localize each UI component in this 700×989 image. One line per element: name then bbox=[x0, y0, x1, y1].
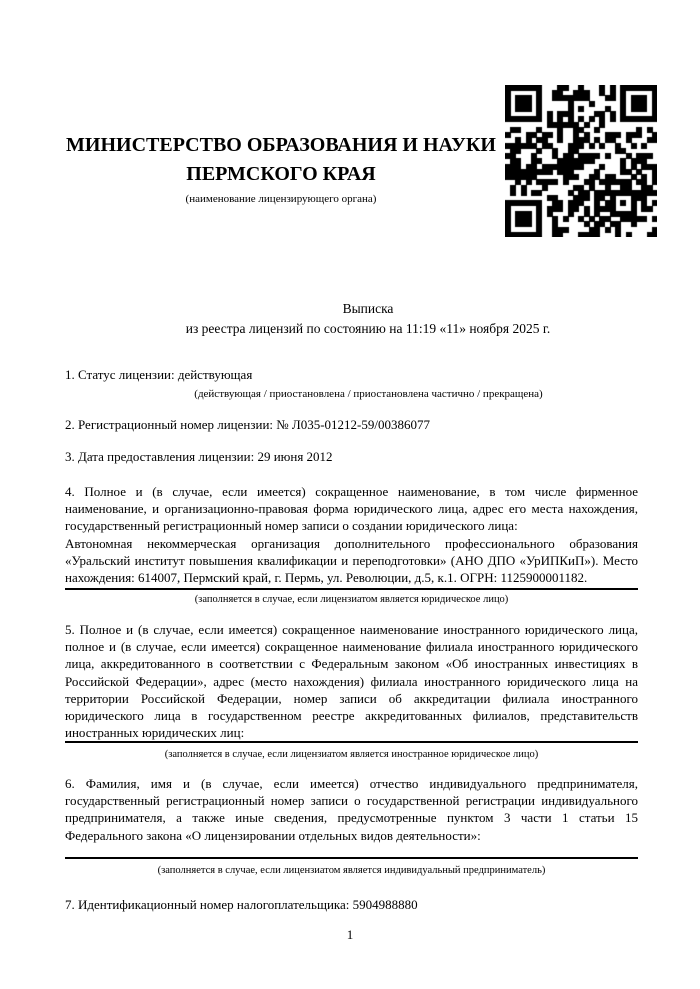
legal-entity-section bbox=[65, 483, 638, 586]
registration-number: 2. Регистрационный номер лицензии: № Л035-01212-59/00386077 bbox=[65, 417, 431, 432]
license-grant-date: 3. Дата предоставления лицензии: 29 июня 2012 bbox=[65, 449, 333, 464]
legal-entity-intro: 4. Полное и (в случае, если имеется) сокращенное наименование, в том числе фирменное наименование, и организационно-правовая форма юридического лица, адрес его места нахождения, государственный регистрационный номер записи о создании юридического лица: bbox=[65, 484, 638, 534]
qr-code-icon bbox=[505, 85, 657, 237]
fill-line-foreign-entity bbox=[65, 741, 638, 743]
ministry-name-line2: ПЕРМСКОГО КРАЯ bbox=[186, 163, 376, 185]
foreign-entity-section bbox=[65, 621, 638, 741]
licensing-authority-header bbox=[65, 131, 497, 205]
ministry-name-line1: МИНИСТЕРСТВО ОБРАЗОВАНИЯ И НАУКИ bbox=[66, 134, 496, 156]
fill-line-entrepreneur bbox=[65, 857, 638, 859]
entrepreneur-intro: 6. Фамилия, имя и (в случае, если имеется) отчество индивидуального предпринимателя, государственный регистрационный номер записи о государственной регистрации индивидуального предпринимателя, а также иные сведения, предусмотренные пунктом 3 части 1 статьи 15 Федерального закона «О лицензировании отдельных видов деятельности»: bbox=[65, 776, 638, 843]
foreign-entity-intro: 5. Полное и (в случае, если имеется) сокращенное наименование иностранного юридического лица, полное и (в случае, если имеется) сокращенное наименование филиала иностранного юридического лица, аккредитованного в соответствии с Федеральным законом «Об иностранных инвестициях в Российской Федерации», адрес (место нахождения) филиала иностранного юридического лица на территории Российской Федерации, номер записи об аккредитации филиала иностранного юридического лица в государственном реестре аккредитованных филиалов, представительств иностранных юридических лиц: bbox=[65, 622, 638, 741]
document-title-line2: из реестра лицензий по состоянию на 11:19 «11» ноября 2025 г. bbox=[185, 321, 551, 336]
license-status: 1. Статус лицензии: действующая bbox=[65, 367, 253, 382]
ministry-caption: (наименование лицензирующего органа) bbox=[185, 193, 377, 205]
document-title-line1: Выписка bbox=[342, 301, 394, 316]
entrepreneur-caption: (заполняется в случае, если лицензиатом является индивидуальный предприниматель) bbox=[157, 865, 546, 876]
foreign-entity-caption: (заполняется в случае, если лицензиатом является иностранное юридическое лицо) bbox=[164, 749, 539, 760]
entrepreneur-section bbox=[65, 775, 638, 844]
ministry-name bbox=[65, 131, 497, 189]
legal-entity-value: Автономная некоммерческая организация дополнительного профессионального образования «Уральский институт повышения квалификации и переподготовки» (АНО ДПО «УрИПКиП»). Место нахождения: 614007, Пермский край, г. Пермь, ул. Революции, д.5, к.1. ОГРН: 1125900001182. bbox=[65, 535, 638, 586]
document-title bbox=[36, 299, 700, 339]
page-number: 1 bbox=[346, 927, 354, 942]
license-status-caption: (действующая / приостановлена / приостановлена частично / прекращена) bbox=[194, 388, 543, 400]
fill-line-legal-entity bbox=[65, 588, 638, 590]
taxpayer-id: 7. Идентификационный номер налогоплательщика: 5904988880 bbox=[65, 897, 418, 912]
legal-entity-caption: (заполняется в случае, если лицензиатом является юридическое лицо) bbox=[194, 594, 509, 605]
